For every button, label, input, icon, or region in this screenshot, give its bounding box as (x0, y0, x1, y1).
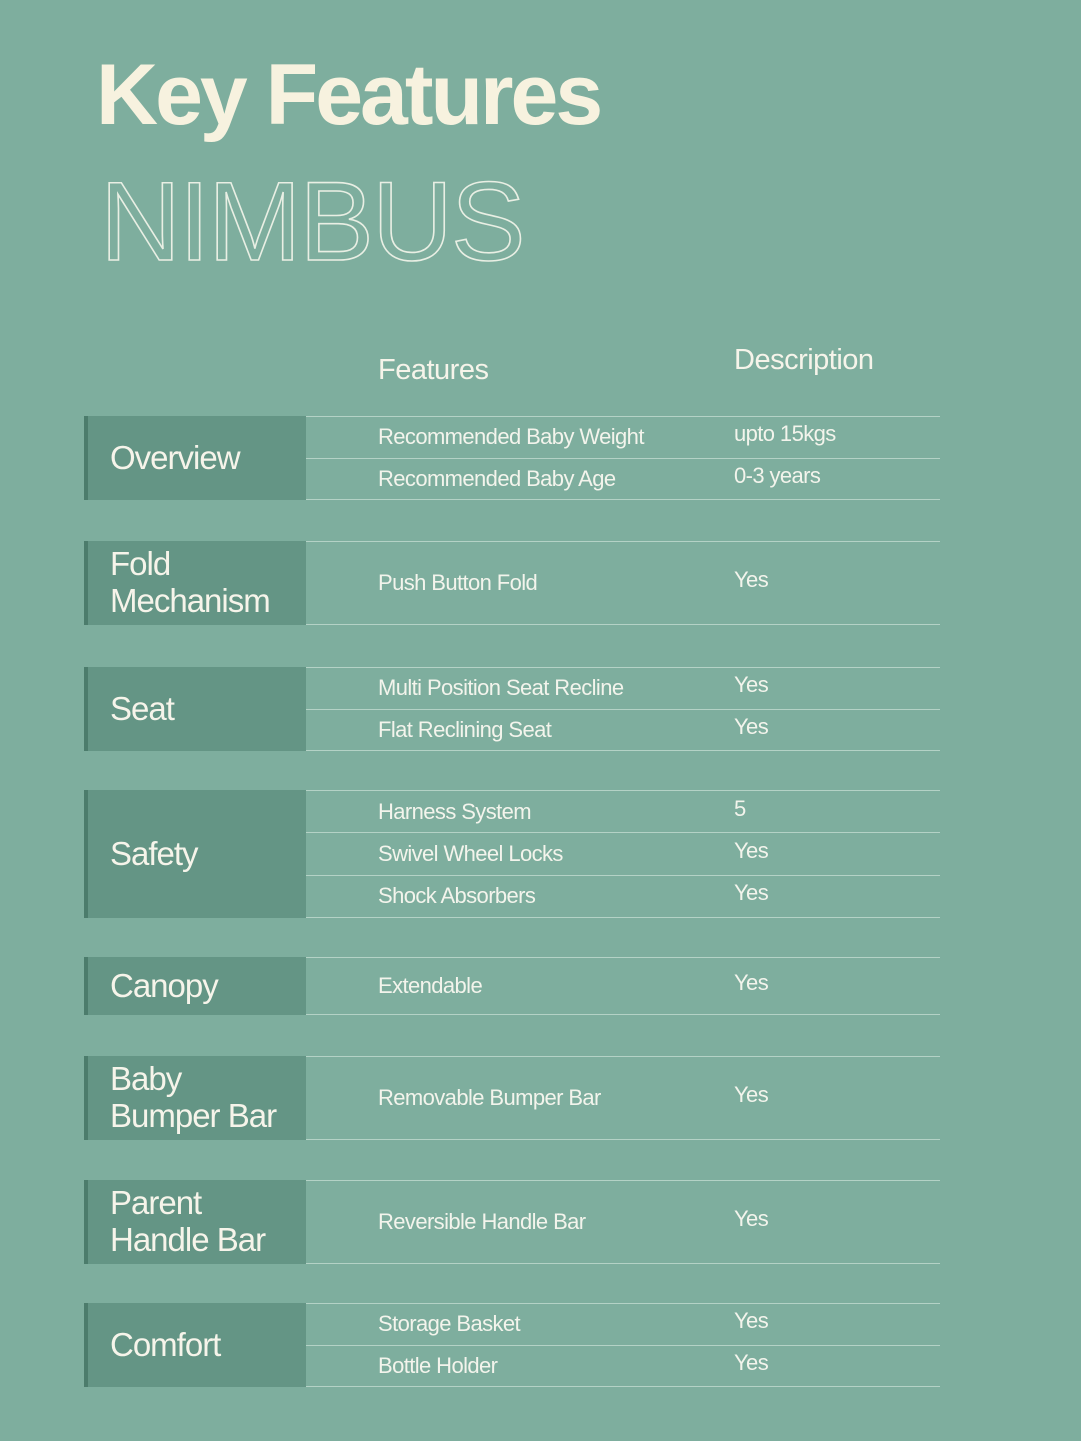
feature-value: Yes (734, 1206, 769, 1231)
feature-name: Recommended Baby Age (378, 465, 616, 491)
table-row (306, 790, 940, 832)
feature-value: Yes (734, 1308, 769, 1334)
category-label: Seat (84, 667, 306, 751)
table-row (306, 1056, 940, 1140)
feature-value: Yes (734, 1349, 769, 1375)
group-canopy (84, 957, 940, 1015)
feature-name: Multi Position Seat Recline (378, 675, 624, 701)
table-row (306, 1303, 940, 1345)
feature-value: Yes (734, 837, 769, 863)
table-row (306, 667, 940, 709)
group-safety (84, 790, 940, 918)
page-title: Key Features (96, 47, 601, 143)
table-row (306, 709, 940, 752)
description-column-header: Description (734, 344, 874, 376)
table-row (306, 875, 940, 918)
feature-value: Yes (734, 880, 769, 906)
feature-value: upto 15kgs (734, 421, 836, 447)
feature-rows (306, 541, 940, 625)
feature-name: Flat Reclining Seat (378, 716, 552, 742)
category-label: Overview (84, 416, 306, 500)
feature-value: 5 (734, 795, 746, 821)
category-label: Comfort (84, 1303, 306, 1387)
group-overview (84, 416, 940, 500)
category-label: Parent Handle Bar (84, 1180, 306, 1264)
feature-value: Yes (734, 567, 769, 592)
feature-value: Yes (734, 970, 769, 995)
group-parent-handle-bar (84, 1180, 940, 1264)
product-name-outline: NIMBUS (100, 159, 524, 284)
table-row (306, 957, 940, 1015)
table-row (306, 458, 940, 501)
feature-value: Yes (734, 1082, 769, 1107)
table-row (306, 1345, 940, 1388)
features-column-header: Features (378, 354, 489, 386)
feature-name: Bottle Holder (378, 1352, 498, 1378)
feature-rows (306, 1056, 940, 1140)
feature-name: Reversible Handle Bar (378, 1209, 586, 1234)
feature-name: Push Button Fold (378, 570, 538, 595)
category-label: Canopy (84, 957, 306, 1015)
feature-rows (306, 1303, 940, 1387)
feature-name: Removable Bumper Bar (378, 1085, 601, 1110)
group-comfort (84, 1303, 940, 1387)
feature-name: Harness System (378, 798, 531, 824)
feature-value: 0-3 years (734, 462, 821, 488)
feature-rows (306, 667, 940, 751)
table-row (306, 832, 940, 874)
feature-name: Storage Basket (378, 1311, 521, 1337)
feature-rows (306, 957, 940, 1015)
feature-rows (306, 790, 940, 918)
group-seat (84, 667, 940, 751)
group-baby-bumper-bar (84, 1056, 940, 1140)
category-label: Fold Mechanism (84, 541, 306, 625)
feature-name: Extendable (378, 973, 483, 998)
feature-value: Yes (734, 713, 769, 739)
feature-rows (306, 416, 940, 500)
feature-name: Swivel Wheel Locks (378, 840, 563, 866)
table-row (306, 1180, 940, 1264)
table-row (306, 541, 940, 625)
category-label: Baby Bumper Bar (84, 1056, 306, 1140)
group-fold-mechanism (84, 541, 940, 625)
feature-name: Shock Absorbers (378, 883, 536, 909)
category-label: Safety (84, 790, 306, 918)
feature-value: Yes (734, 672, 769, 698)
feature-rows (306, 1180, 940, 1264)
feature-name: Recommended Baby Weight (378, 424, 644, 450)
table-row (306, 416, 940, 458)
